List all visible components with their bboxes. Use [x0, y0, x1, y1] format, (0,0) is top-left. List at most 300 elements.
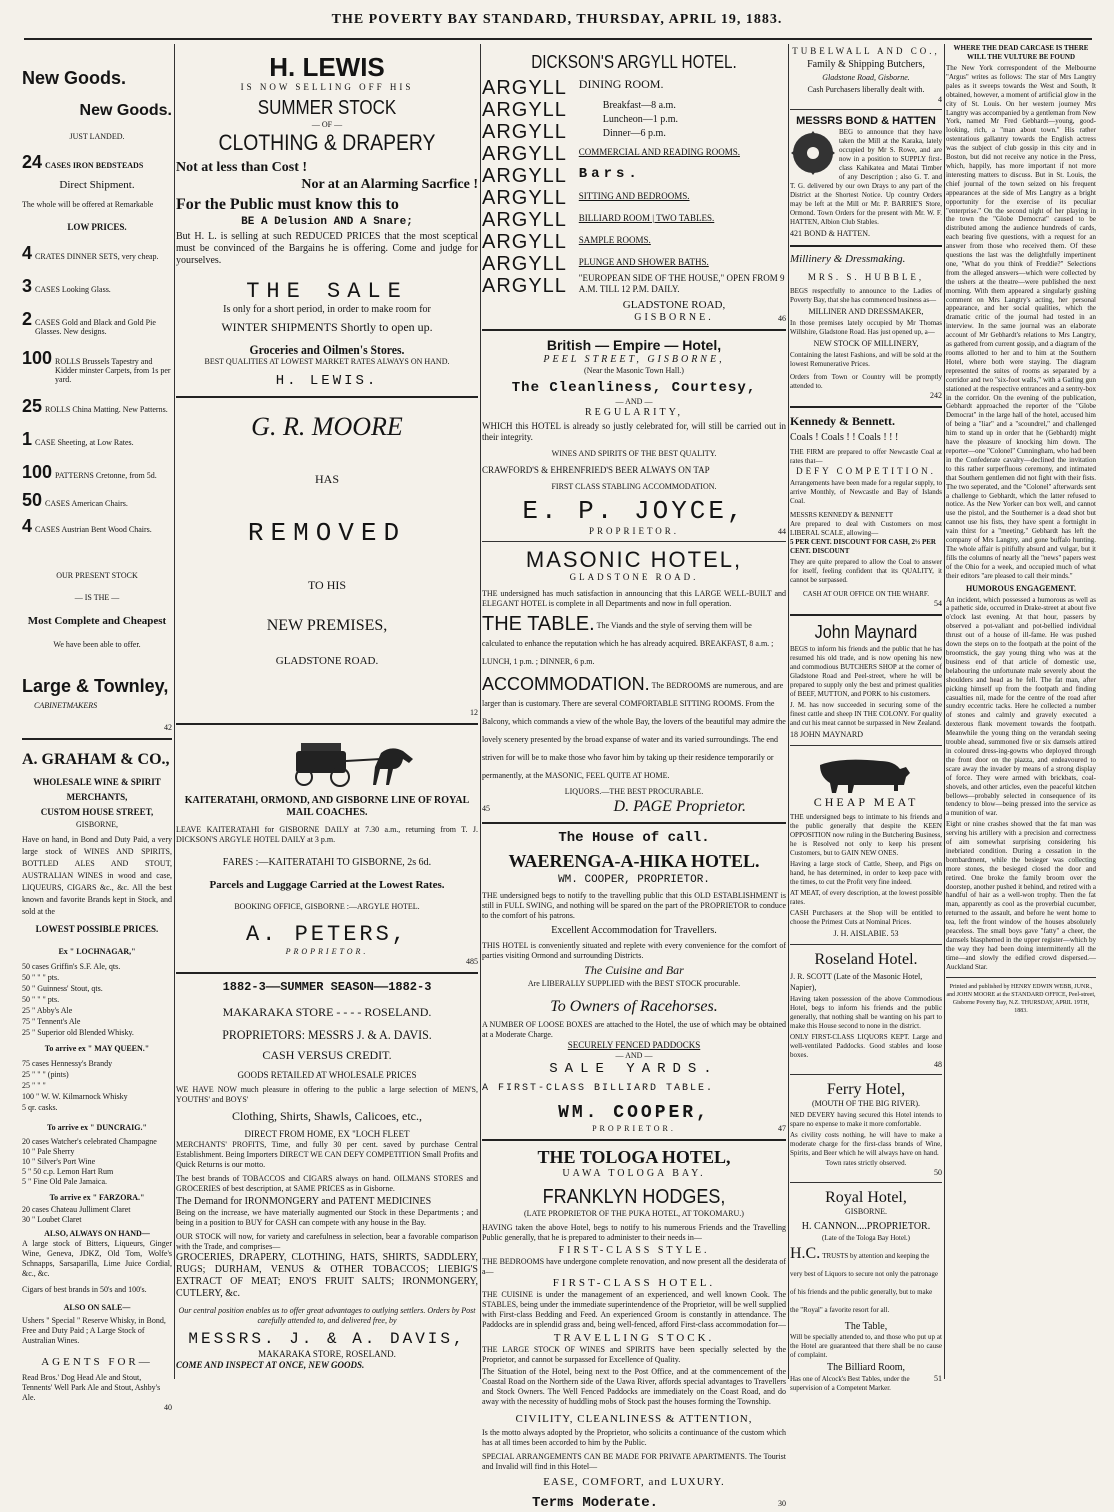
body-text: THIS HOTEL is conveniently situated and replete with every convenience for the comfort of parties visiting Ormond and surrounding Districts.	[482, 941, 786, 960]
body-text: Having a large stock of Cattle, Sheep, and Pigs on hand, he has determined, in order to keep pace with the times, to cut the Profit very fine indeed.	[790, 860, 942, 886]
text: To arrive ex " FARZORA."	[49, 1193, 145, 1202]
body-text: WE HAVE NOW much pleasure in offering to the public a large selection of MEN'S, YOUTHS' and BOYS'	[176, 1085, 478, 1104]
text: ARGYLL	[482, 231, 567, 253]
list-item: COMMERCIAL AND READING ROOMS.	[578, 147, 740, 157]
headline: SUMMER STOCK	[257, 97, 397, 119]
ad-number: 47	[778, 1124, 786, 1133]
list-item: BILLIARD ROOM | TWO TABLES.	[578, 213, 715, 223]
text: GLADSTONE ROAD.	[275, 655, 379, 667]
article-body: An incident, which possessed a humorous as well as a pathetic side, occurred in Drake-street at about five o'clock last evening. At that hour, passers by observed a pot-valiant and pot-bellied individual thrust out of a house of ill-fame. He was pushed down the steps on to the footpath at the point of the broomstick, the gay young thing who was at the business end of that article of domestic use, belabouring the unfortunate male severely about the shoulders and head as he fell. The fat man, after picking himself up from the footpath and finding casualties nil, made for the centre of the road after sundry eccentric tacks. Here he collected a number of stones and calmly and gravely executed a dexterous flank movement towards the footpath. Meanwhile the young thing on the verandah seeing trouble ahead, summoned five or six damsels attired in coloured dress-ing-gowns who deployed through the front door on the piazza, and endeavoured to scare away the invader by means of a strong display of force. They were armed with brickbats, coal-shovels, and other articles, even the peaceful kitchen bellows—probably selected in consequence of its tendency to blow—being pressed into the service as a munition of war.	[946, 595, 1096, 818]
column-divider	[944, 44, 945, 1379]
body-text: Have on hand, in Bond and Duty Paid, a very large stock of WINES AND SPIRITS, BOTTLED ALES AND STOUT, AUSTRALIAN WINES in wood and case, LIQUEURS, CIGARS &c., &c. All the best known and favorite Brands kept in Stock, and sold at the	[22, 835, 172, 916]
text: BOOKING OFFICE, GISBORNE :—ARGYLE HOTEL.	[234, 902, 420, 911]
quantity: 50	[22, 490, 43, 510]
body-text: The best brands of TOBACCOS and CIGARS always on hand. OILMANS STORES and GROCERIES of best description, at SAME PRICES as in Gisborne.	[176, 1174, 478, 1193]
body-text: 20 cases Chateau Julliment Claret 30 " Loubet Claret	[22, 1205, 131, 1224]
text: Cigars of best brands in 50's and 100's.	[22, 1285, 147, 1294]
text: MAKARAKA STORE - - - - ROSELAND.	[222, 1005, 432, 1019]
divider	[482, 1139, 786, 1141]
text: ARGYLL	[482, 187, 567, 209]
headline: G. R. MOORE	[251, 412, 403, 441]
text: CASES Gold and Black and Gold Pie Glasses. New designs.	[35, 318, 156, 336]
headline: Ferry Hotel,	[826, 1081, 906, 1098]
body-text: The Situation of the Hotel, being next to the Post Office, and at the commencement of the Coastal Road on the Northern side of the Uawa River, affords special advantages to Travellers and Stock Owners. The Well Fenced Paddocks are immediately on the Coast Road, and do away with the necessity of huddling mobs of Stock past the houses forming the Township.	[482, 1367, 786, 1406]
text: WM. COOPER, PROPRIETOR.	[558, 874, 710, 886]
text: SECURELY FENCED PADDOCKS	[567, 1040, 701, 1050]
text: CASE Sheeting, at Low Rates.	[35, 438, 134, 447]
headline: New Goods.	[22, 68, 127, 88]
divider	[946, 977, 1096, 978]
ad-argyll-hotel	[482, 52, 786, 323]
body-text: The Viands and the style of serving them will be calculated to enhance the reputation which he has already acquired. BREAKFAST, 8 a.m. ; LUNCH, 1 p.m. ; DINNER, 6 p.m.	[482, 621, 774, 666]
text: — OF —	[311, 120, 343, 129]
subheading: CIVILITY, CLEANLINESS & ATTENTION,	[515, 1413, 753, 1425]
article-body: Eight or nine crashes showed that the fat man was serving his artillery with a precision and correctness of aim somewhat surprising considering his inebriated condition. During a cessation in the bombardment, while the besieger was collecting more stones, the besieged closed the door and retired. One broke the family broom over the doorstep, another pushed it behind, and retired with a handful of hair as a well-won trophy. Then the fat man, apparently as cool as the proverbial cucumber, returned to the assault, and before he went home to tea, left the front window of the houses absolutely peaceless. The small boys gave "fatty" a cheer, the damsels blasphemed in the upper register—which by the way they had been doing intermittently all the time—and slowly the edified crowd dispersed.—Auckland Star.	[946, 820, 1096, 971]
text: GLADSTONE ROAD,	[622, 299, 726, 311]
text: The whole will be offered at Remarkable	[22, 200, 154, 209]
body-text: BEGS respectfully to announce to the Ladies of Poverty Bay, that she has commenced business as—	[790, 287, 942, 304]
text: 5 PER CENT. DISCOUNT FOR CASH, 2½ PER CENT. DISCOUNT	[790, 538, 936, 555]
body-text: THE undersigned begs to intimate to his friends and the public generally that despite the KEEN OPPOSITION now ruling in the Butchering Business, he is Resolved not only to keep his present Customers, but to GAIN NEW ONES.	[790, 813, 942, 857]
headline: DICKSON'S ARGYLL HOTEL.	[531, 52, 737, 72]
ad-number: 45	[482, 804, 490, 813]
coach-and-horses-icon	[176, 731, 476, 789]
ad-british-empire-hotel	[482, 337, 786, 536]
ad-g-r-moore	[176, 412, 478, 717]
text: The Demand for IRONMONGERY and PATENT MEDICINES	[176, 1196, 432, 1207]
list-item: DINING ROOM.	[578, 77, 664, 91]
text: CRATES DINNER SETS, very cheap.	[35, 252, 159, 261]
headline: THE SALE	[246, 279, 408, 304]
text: Ex " LOCHNAGAR,"	[58, 947, 136, 956]
masthead-rule	[24, 38, 1092, 40]
subheading: THE TABLE.	[482, 613, 595, 635]
subheading: To Owners of Racehorses.	[550, 998, 718, 1015]
saw-blade-icon	[790, 130, 836, 176]
text: AGENTS FOR—	[41, 1356, 153, 1368]
list-item	[22, 429, 172, 450]
text: (Near the Masonic Town Hall.)	[584, 366, 684, 375]
body-text: 75 cases Hennessy's Brandy 25 " " " (pints) 25 " " " 100 " W. W. Kilmarnock Whisky 5 qr. casks.	[22, 1059, 128, 1112]
body-text: SPECIAL ARRANGEMENTS CAN BE MADE FOR PRIVATE APARTMENTS. The Tourist and Invalid will find in this Hotel—	[482, 1452, 786, 1471]
divider	[790, 614, 942, 616]
list-item	[22, 516, 172, 537]
text: To arrive ex " MAY QUEEN."	[44, 1044, 150, 1053]
divider	[176, 972, 478, 974]
ad-number: 242	[930, 391, 942, 400]
text: Terms Moderate.	[532, 1495, 659, 1511]
article-body: The New York correspondent of the Melbourne "Argus" writes as follows: The star of Mrs Langtry pales as it sweeps towards the West and South, It obtained, however, a moment of artificial glow in the city of St. Louis. On her western journey Mrs Langtry was accompanied by a gentleman from New York, named Mr Fred Gebhardt—young, good-looking, rich, a "man about town." His rather ostentatious gallantry towards the English actress was the subject of club gossip in this city and in Boston, but did not receive any notice in the Press, which, happily, has more important if not more interesting matters to discuss. But in St. Louis, the chief journal of the town seized on his frequent appearances at the side of Mrs Langtry as a bright opportunity for the exercise of its peculiar "enterprise." On the second night of her playing in the town the "Globe Democrat" caused to be distributed among the audience hundreds of cards, each bearing five questions, with a request for an answer from those who received them. Of these questions the last was the delightfully impertinent one, "What do you think of Freddie?" Selections from the alleged answers—which were collected by the ushers at the theatre—were published the next morning. With them appeared a singularly gushing comment on Mrs Langtry's acting, her personal appearance, and her social qualities, which the dramatic critic of the journal had tested in an interview. In the same journal was an elaborate account of Mr Gebhardt's relations to Mrs Langtry, as gathered from current gossip, and a diagram of the rooms allotted to her and to him at the Southern Hotel, where both were staying. The diagram represented the suites of rooms as separated by a corridor and two "six-foot walls," with a Gatling gun stationed at the respective entrances and a sentry-box in the corridor. On the evening of the publication, Gebhardt approached the reporter of the "Globe Democrat" in the large hall of the hotel, accused him of being a "liar" and a "scoundrel," and challenged him to stand up in order that he (Gebhardt) might have the pleasure of knocking him down. The reporter—one "Colonel" Cunningham, who had been in the Confederate cavalry—declined the invitation to this rather surperfluous ceremony, and intimated that Southern gentlemen did not fight with their fists. The two seperated, and the "Colonel" afterwards sent a challenge to Gebhardt, which the latter refused to notice. As the New Yorker can box well, and cannot use the pistol, and the Southerner is a dead shot but cannot use his fists, they have spent a fortnight in vain thirst for a "meeting." Gebhardt has left the company of Mrs Langtry, and gone buffalo hunting. The whole affair is pitifully absurd and vulgar, but it fills the columns of nearly all the "news" papers west of the Ohio for a week, and occupied much of what their editors "are pleased to call their minds."	[946, 64, 1096, 580]
text: ARGYLL	[482, 253, 567, 275]
subheading: FIRST-CLASS HOTEL.	[552, 1277, 716, 1289]
text: EASE, COMFORT, and LUXURY.	[543, 1476, 725, 1488]
body-text: 20 cases Watcher's celebrated Champagne 10 " Pale Sherry 10 " Silver's Port Wine 5 " 50 c.p. Lemon Hart Rum 5 " Fine Old Pale Jamaica.	[22, 1137, 157, 1186]
list-item: "EUROPEAN SIDE OF THE HOUSE," OPEN FROM 9 A.M. TILL 12 P.M. DAILY.	[578, 273, 785, 294]
body-text: Will be specially attended to, and those who put up at the Hotel are guaranteed that there shall be no cause of complaint.	[790, 1333, 942, 1359]
body-text: BEGS to inform his friends and the public that he has resumed his old trade, and is now opening his new and commodious BUTCHERS SHOP at the corner of Gladstone Road and Peel-street, where he will be prepared to supply only the best and primest qualities of BEEF, MUTTON, and PORK to his customers.	[790, 645, 942, 698]
ad-new-goods	[22, 68, 172, 732]
quantity: 3	[22, 276, 33, 296]
text: A FIRST-CLASS BILLIARD TABLE.	[482, 1083, 715, 1094]
body-text: Being on the increase, we have materially augmented our Stock in these Departments ; and being in a position to BUY for CASH can compete with any house in the Bay.	[176, 1208, 478, 1227]
text: FIRST CLASS STABLING ACCOMMODATION.	[551, 482, 717, 491]
ad-mail-coaches	[176, 731, 478, 966]
list-item: Breakfast—8 a.m.	[602, 100, 676, 111]
body-text: THE undersigned begs to notify to the travelling public that this OLD ESTABLISHMENT is still in FULL SWING, and nothing will be spared on the part of the PROPRIETOR to conduce to the comfort of his patrons.	[482, 891, 786, 920]
body-text: THE LARGE STOCK OF WINES and SPIRITS have been specially selected by the Proprietor, and cannot be surpassed for Excellence of Quality.	[482, 1345, 786, 1364]
ad-graham	[22, 750, 172, 1412]
subheading: TRAVELLING STOCK.	[553, 1332, 715, 1344]
body-text: Containing the latest Fashions, and will be sold at the lowest Remunerative Prices.	[790, 351, 942, 368]
text: LOW PRICES.	[67, 222, 127, 232]
body-text: Read Bros.' Dog Head Ale and Stout, Tennents' Well Park Ale and Stout, Ashby's Ale.	[22, 1373, 161, 1402]
body-text: Are prepared to deal with Customers on most LIBERAL SCALE, allowing—	[790, 520, 942, 537]
subheading: FIRST-CLASS STYLE.	[558, 1245, 710, 1256]
text: DIRECT FROM HOME, EX "LOCH FLEET	[244, 1129, 410, 1139]
text: ALSO ON SALE—	[63, 1303, 131, 1312]
headline: CLOTHING & DRAPERY	[218, 130, 436, 155]
text: CASES American Chairs.	[45, 499, 128, 508]
item-list	[22, 243, 172, 537]
list-item: PLUNGE AND SHOWER BATHS.	[578, 257, 709, 267]
text: Nor at an Alarming Sacrfice !	[301, 177, 478, 192]
text: Groceries and Oilmen's Stores.	[249, 342, 405, 357]
text: MILLINER AND DRESSMAKER,	[808, 307, 924, 316]
headline: John Maynard	[814, 622, 918, 642]
text: OUR PRESENT STOCK	[56, 571, 138, 580]
list-item	[22, 243, 172, 264]
quantity: 24	[22, 152, 43, 172]
headline: FRANKLYN HODGES,	[542, 1186, 726, 1208]
column-2	[176, 44, 478, 1381]
body-text: BEG to announce that they have taken the Mill at the Karaka, lately occupied by Mr S. Rowe, and are now in a position to SUPPLY first-class Kahikatea and Matai Timber of any Description ; also G. T. and T. G. delivered by our own Drays to any part of the District at the Shortest Notice. Up country Orders may be left at the Mill or Mr. P. BARRIE'S Store, Ormond. Town Orders for the present with Mr. W. F. HATTEN, Albion Club Stables.	[790, 128, 942, 226]
text: Family & Shipping Butchers,	[807, 59, 925, 70]
text: PEEL STREET, GISBORNE,	[543, 354, 725, 365]
signature: CABINETMAKERS	[34, 701, 98, 710]
headline: 1882-3——SUMMER SEASON——1882-3	[222, 980, 432, 994]
list-item	[22, 346, 172, 384]
list-item	[22, 394, 172, 419]
ad-number: 50	[934, 1168, 942, 1177]
text: (MOUTH OF THE BIG RIVER).	[811, 1099, 921, 1108]
article-headline: HUMOROUS ENGAGEMENT.	[965, 583, 1077, 593]
bull-icon	[790, 751, 940, 795]
subheading: SALE YARDS.	[549, 1061, 719, 1077]
subheading: The Billiard Room,	[826, 1362, 906, 1373]
list-item: SITTING AND BEDROOMS.	[578, 191, 690, 201]
ad-millinery	[790, 253, 942, 400]
headline: WAERENGA-A-HIKA HOTEL.	[508, 851, 760, 871]
text: ARGYLL	[482, 121, 567, 143]
subheading: The Cuisine and Bar	[584, 963, 684, 977]
body-text: CASH Purchasers at the Shop will be entitled to choose the Primest Cuts at Nominal Prices.	[790, 909, 942, 926]
body-text: OUR STOCK will now, for variety and carefulness in selection, bear a favorable comparison with the Trade, and comprises—	[176, 1232, 478, 1251]
text: CASES Austrian Bent Wood Chairs.	[35, 525, 152, 534]
text: — IS THE —	[74, 593, 120, 602]
firm-name: A. GRAHAM & CO.,	[22, 751, 170, 768]
divider	[790, 245, 942, 247]
signature: MESSRS. J. & A. DAVIS,	[188, 1330, 466, 1348]
column-divider	[174, 44, 175, 1379]
firm-name: Large & Townley,	[22, 676, 169, 696]
text: — AND —	[615, 397, 653, 406]
text: CASH AT OUR OFFICE ON THE WHARF.	[802, 590, 930, 598]
text: MAKARAKA STORE, ROSELAND.	[258, 1349, 396, 1359]
signature: A. PETERS,	[245, 922, 409, 947]
text: COME AND INSPECT AT ONCE, NEW GOODS.	[176, 1360, 365, 1370]
body-text: A large stock of Bitters, Liqueurs, Ginger Wine, Geneva, JDKZ, Old Tom, Wolfe's Schnapps, Sarsaparilla, Lime Juice Cordial, &c., &c.	[22, 1239, 172, 1278]
body-text: HAVING taken the above Hotel, begs to notify to his numerous Friends and the Travelling Public generally, that he is prepared to administer to their needs in—	[482, 1223, 786, 1242]
list-item: Dinner—6 p.m.	[602, 128, 666, 139]
ad-number: 42	[164, 723, 172, 732]
text: DEFY COMPETITION.	[796, 466, 936, 476]
text: Gladstone Road, Gisborne.	[822, 73, 910, 82]
text: GISBORNE,	[75, 820, 118, 829]
body-text: GROCERIES, DRAPERY, CLOTHING, HATS, SHIRTS, SADDLERY, RUGS; DURHAM, VENUS & OTHER TOBACCOS; LIEBIG'S EXTRACT OF MEAT; ENO'S FRUIT SALTS; IRONMONGERY, CUTLERY, &c.	[176, 1252, 478, 1299]
column-3	[482, 44, 786, 1511]
signature: E. P. JOYCE,	[522, 496, 746, 526]
text: ARGYLL	[482, 143, 567, 165]
ad-masonic-hotel	[482, 547, 786, 816]
imprint: Printed and published by HENRY EDWIN WEBB, JUNR., and JOHN MOORE at the STANDARD OFFICE, Peel-street, Gisborne Poverty Bay, N.Z. THURSDAY, APRIL 19TH, 1883.	[946, 983, 1096, 1014]
body-text: Has one of Alcock's Best Tables, under the supervision of a Competent Marker.	[790, 1375, 910, 1392]
list-item: Bars.	[578, 166, 641, 182]
list-item	[22, 309, 172, 336]
body-text: ONLY FIRST-CLASS LIQUORS KEPT. Large and well-ventilated Paddocks. Good stables and loose boxes.	[790, 1033, 942, 1059]
text: NEW PREMISES,	[266, 617, 388, 634]
body-text: THE CUISINE is under the management of an experienced, and well known Cook. The STABLES, being under the immediate superintendence of the Proprietor, will be well supplied with First-class Bedding and Feed. An experienced Groom is constantly in attendance. The Paddocks are in splendid grass and, being well-fenced, afford First-class accommodation for—	[482, 1290, 786, 1329]
body-text: MERCHANTS' PROFITS, Time, and fully 30 per cent. saved by purchase Central Establishment. Being Importers DIRECT WE CAN DEFY COMPETITION Small Profits and Quick Returns is our motto.	[176, 1140, 478, 1169]
ad-cheap-meat	[790, 751, 942, 939]
hotel-menu	[579, 77, 786, 297]
divider	[790, 109, 942, 110]
body-text: As civility costs nothing, he will have to make a moderate charge for the first-class brands of Wine, Spirits, and Beer which he will always have on hand.	[790, 1131, 942, 1157]
body-text: The BEDROOMS are numerous, and are larger than is customary. There are several COMFORTABLE SITTING ROOMS. From the Balcony, which commands a view of the whole Bay, the lovers of the beautiful may admire the lovely scenery presented by the broad expanse of water and its varied surroundings. The end striven for will be to make those who favor him by taking up their residence temporarily or permanently, at the MASONIC, FEEL QUITE AT HOME.	[482, 681, 786, 780]
divider	[790, 406, 942, 408]
column-4	[790, 44, 942, 1392]
signature: 18 JOHN MAYNARD	[790, 730, 864, 739]
text: PROPRIETOR.	[588, 526, 680, 536]
text: GOODS RETAILED AT WHOLESALE PRICES	[237, 1070, 417, 1080]
text: MESSRS KENNEDY & BENNETT	[790, 511, 893, 519]
headline: CHEAP MEAT	[813, 795, 919, 809]
text: BEST QUALITIES AT LOWEST MARKET RATES ALWAYS ON HAND.	[204, 357, 450, 366]
text: CASES IRON BEDSTEADS	[45, 161, 144, 170]
text: LOWEST POSSIBLE PRICES.	[35, 924, 159, 934]
quantity: 100	[22, 348, 53, 368]
text: (Late of the Tologa Bay Hotel.)	[821, 1234, 911, 1242]
text: CUSTOM HOUSE STREET,	[40, 807, 154, 817]
text: ALSO, ALWAYS ON HAND—	[44, 1229, 150, 1238]
list-item	[22, 488, 172, 513]
headline: MASONIC HOTEL,	[525, 547, 743, 572]
ad-waerenga-a-hika-hotel	[482, 830, 786, 1133]
text: FARES :—KAITERATAHI TO GISBORNE, 2s 6d.	[222, 857, 432, 868]
body-text: AT MEAT, of every description, at the lowest possible rates.	[790, 889, 942, 906]
column-divider	[788, 44, 789, 1379]
text: Clothing, Shirts, Shawls, Calicoes, etc.,	[232, 1109, 422, 1123]
text: Cash Purchasers liberally dealt with.	[807, 85, 925, 94]
text: CASH VERSUS CREDIT.	[262, 1048, 392, 1062]
ad-h-lewis	[176, 52, 478, 390]
body-text: Having taken possession of the above Commodious Hotel, begs to inform his friends and the public generally, that nothing shall be wanting on his part to make this House second to none in the district.	[790, 995, 942, 1030]
text: PROPRIETORS: MESSRS J. & A. DAVIS.	[222, 1027, 432, 1042]
headline: THE TOLOGA HOTEL,	[537, 1147, 731, 1167]
text: PATTERNS Cretonne, from 5d.	[55, 471, 157, 480]
quantity: 2	[22, 309, 33, 329]
argyll-list	[482, 77, 573, 297]
divider	[790, 1074, 942, 1075]
text: H. CANNON....PROPRIETOR.	[801, 1221, 931, 1232]
headline: H. LEWIS	[269, 52, 385, 82]
headline: New Goods.	[79, 102, 172, 119]
body-text: Arrangements have been made for a regular supply, to arrive Monthly, of Newcastle and Bay of Islands Coal.	[790, 479, 942, 505]
signature: 421 BOND & HATTEN.	[790, 229, 870, 238]
text: We have been able to offer.	[53, 640, 141, 649]
quantity: 4	[22, 243, 33, 263]
text: Are LIBERALLY SUPPLIED with the BEST STOCK procurable.	[527, 979, 741, 988]
quantity: 100	[22, 462, 53, 482]
signature: J. H. AISLABIE. 53	[833, 929, 899, 938]
text: UAWA TOLOGA BAY.	[562, 1168, 706, 1179]
initials: H.C.	[790, 1245, 821, 1262]
firm-name: TUBELWALL AND CO.,	[792, 46, 940, 56]
text: WINES AND SPIRITS OF THE BEST QUALITY.	[551, 449, 717, 458]
text: PROPRIETOR.	[285, 947, 369, 956]
text: MERCHANTS,	[66, 792, 128, 802]
text: Most Complete and Cheapest	[27, 615, 167, 627]
text: For the Public must know this to	[176, 196, 399, 213]
text: Parcels and Luggage Carried at the Lowest Rates.	[209, 879, 445, 891]
text: — AND —	[615, 1051, 653, 1060]
body-text: In those premises lately occupied by Mr Thomas Willshire, Gladstone Road. Has just opened up, a—	[790, 319, 942, 336]
ad-number: 30	[778, 1499, 786, 1508]
text: TO HIS	[307, 578, 347, 592]
ad-tologa-hotel	[482, 1147, 786, 1512]
ad-bond-hatten	[790, 115, 942, 239]
text: JUST LANDED.	[69, 132, 125, 141]
headline: British — Empire — Hotel,	[546, 337, 722, 353]
text: PROPRIETOR.	[592, 1124, 676, 1133]
headline: REMOVED	[247, 518, 407, 548]
list-item: Luncheon—1 p.m.	[602, 114, 679, 125]
text: Not at less than Cost !	[176, 160, 308, 175]
text: GISBORNE.	[844, 1207, 887, 1216]
subheading: ACCOMMODATION.	[482, 674, 650, 694]
subheading: The Table,	[844, 1321, 888, 1332]
ad-john-maynard	[790, 622, 942, 740]
ad-number: 46	[778, 314, 786, 323]
column-1	[22, 44, 172, 1412]
divider	[22, 738, 172, 740]
text: ARGYLL	[482, 275, 567, 297]
masthead: THE POVERTY BAY STANDARD, THURSDAY, APRIL 19, 1883.	[331, 12, 783, 27]
text: Is only for a short period, in order to make room for	[223, 304, 431, 315]
text: Coals ! Coals ! ! Coals ! ! !	[790, 432, 899, 443]
quantity: 1	[22, 429, 33, 449]
ad-royal-hotel	[790, 1188, 942, 1393]
text: KAITERATAHI, ORMOND, AND GISBORNE LINE OF ROYAL MAIL COACHES.	[184, 795, 470, 818]
divider	[790, 1182, 942, 1183]
ad-ferry-hotel	[790, 1080, 942, 1177]
headline: The House of call.	[558, 830, 710, 846]
text: WINTER SHIPMENTS Shortly to open up.	[221, 320, 433, 334]
text: ARGYLL	[482, 99, 567, 121]
text: ARGYLL	[482, 77, 567, 99]
body-text: WHICH this HOTEL is already so justly celebrated for, will still be carried out in their integrity.	[482, 421, 786, 442]
text: ROLLS Brussels Tapestry and Kidder minster Carpets, from 1s per yard.	[55, 357, 171, 384]
text: GLADSTONE ROAD.	[569, 572, 699, 582]
headline: Royal Hotel,	[825, 1189, 907, 1206]
body-text: THE FIRM are prepared to offer Newcastle Coal at rates that—	[790, 448, 942, 465]
body-text: THE undersigned has much satisfaction in announcing that this LARGE WELL-BUILT and ELEGANT HOTEL is complete in all Departments and now in full operation.	[482, 589, 786, 608]
text: NEW STOCK OF MILLINERY,	[813, 339, 919, 348]
text: To arrive ex " DUNCRAIG."	[47, 1123, 147, 1132]
text: HAS	[314, 472, 339, 486]
firm-name: MESSRS BOND & HATTEN	[796, 115, 936, 127]
signature: WM. COOPER,	[558, 1103, 710, 1123]
body-text: They are quite prepared to allow the Coal to answer for itself, feeling confident that its QUALITY, it cannot be surpassed.	[790, 558, 942, 584]
body-text: 50 cases Griffin's S.F. Ale, qts. 50 " " " pts. 50 " Guinness' Stout, qts. 50 " " " pts. 25 " Abby's Ale 75 " Tennent's Ale 25 " Superior old Blended Whisky.	[22, 962, 134, 1037]
ad-makaraka-store	[176, 980, 478, 1371]
quantity: 25	[22, 396, 43, 416]
ad-number: 485	[466, 957, 478, 966]
body-text: Ushers " Special " Reserve Whisky, in Bond, Free and Duty Paid ; A Large Stock of Australian Wines.	[22, 1316, 166, 1345]
body-text: J. M. has now succeeded in securing some of the finest cattle and sheep IN THE COLONY. For quality and cut his meat cannot be surpassed in New Zealand.	[790, 701, 942, 727]
divider	[176, 723, 478, 725]
divider	[482, 822, 786, 824]
body-text: LEAVE KAITERATAHI for GISBORNE DAILY at 7.30 a.m., returning from T. J. DICKSON'S ARGYLE HOTEL DAILY at 3 p.m.	[176, 825, 478, 844]
ad-number: 4	[938, 95, 942, 104]
text: ROLLS China Matting. New Patterns.	[45, 405, 168, 414]
body-text: A NUMBER OF LOOSE BOXES are attached to the Hotel, the use of which may be obtained at a Moderate Charge.	[482, 1020, 786, 1039]
ad-number: 40	[164, 1403, 172, 1412]
text: CRAWFORD'S & EHRENFRIED'S BEER ALWAYS ON TAP	[482, 465, 710, 475]
body-text: NED DEVERY having secured this Hotel intends to spare no expense to make it more comfortable.	[790, 1111, 942, 1128]
ad-number: 51	[934, 1374, 942, 1383]
divider	[482, 541, 786, 542]
ad-number: 48	[934, 1060, 942, 1069]
divider	[790, 944, 942, 945]
body-text: Orders from Town or Country will be promptly attended to.	[790, 373, 942, 390]
headline: Millinery & Dressmaking.	[790, 253, 906, 265]
body-text: Is the motto always adopted by the Proprietor, who solicits a continuance of the custom which has at all times been accorded to him by the Public.	[482, 1428, 786, 1447]
divider	[176, 396, 478, 398]
divider	[790, 745, 942, 746]
text: ARGYLL	[482, 165, 567, 187]
list-item	[22, 276, 172, 297]
text: LIQUORS.—THE BEST PROCURABLE.	[564, 787, 704, 796]
ad-tubelwall	[790, 46, 942, 104]
ad-number: 12	[470, 708, 478, 717]
text: ARGYLL	[482, 209, 567, 231]
signature: H. LEWIS.	[275, 373, 379, 389]
article-headline: WHERE THE DEAD CARCASE IS THERE WILL THE VULTURE BE FOUND	[953, 44, 1089, 61]
quantity: 4	[22, 516, 33, 536]
text: Town rates strictly observed.	[825, 1159, 907, 1167]
text: WHOLESALE WINE & SPIRIT	[33, 777, 161, 787]
list-item	[22, 460, 172, 485]
text: (LATE PROPRIETOR OF THE PUKA HOTEL, AT TOKOMARU.)	[524, 1209, 744, 1218]
headline: Kennedy & Bennett.	[790, 414, 895, 428]
text: REGULARITY,	[584, 407, 684, 418]
signature: D. PAGE Proprietor.	[613, 798, 746, 815]
text: IS NOW SELLING OFF HIS	[240, 82, 414, 92]
text: MRS. S. HUBBLE,	[807, 272, 925, 282]
headline: The Cleanliness, Courtesy,	[511, 380, 757, 396]
text: Excellent Accommodation for Travellers.	[551, 925, 717, 936]
ad-number: 44	[778, 527, 786, 536]
